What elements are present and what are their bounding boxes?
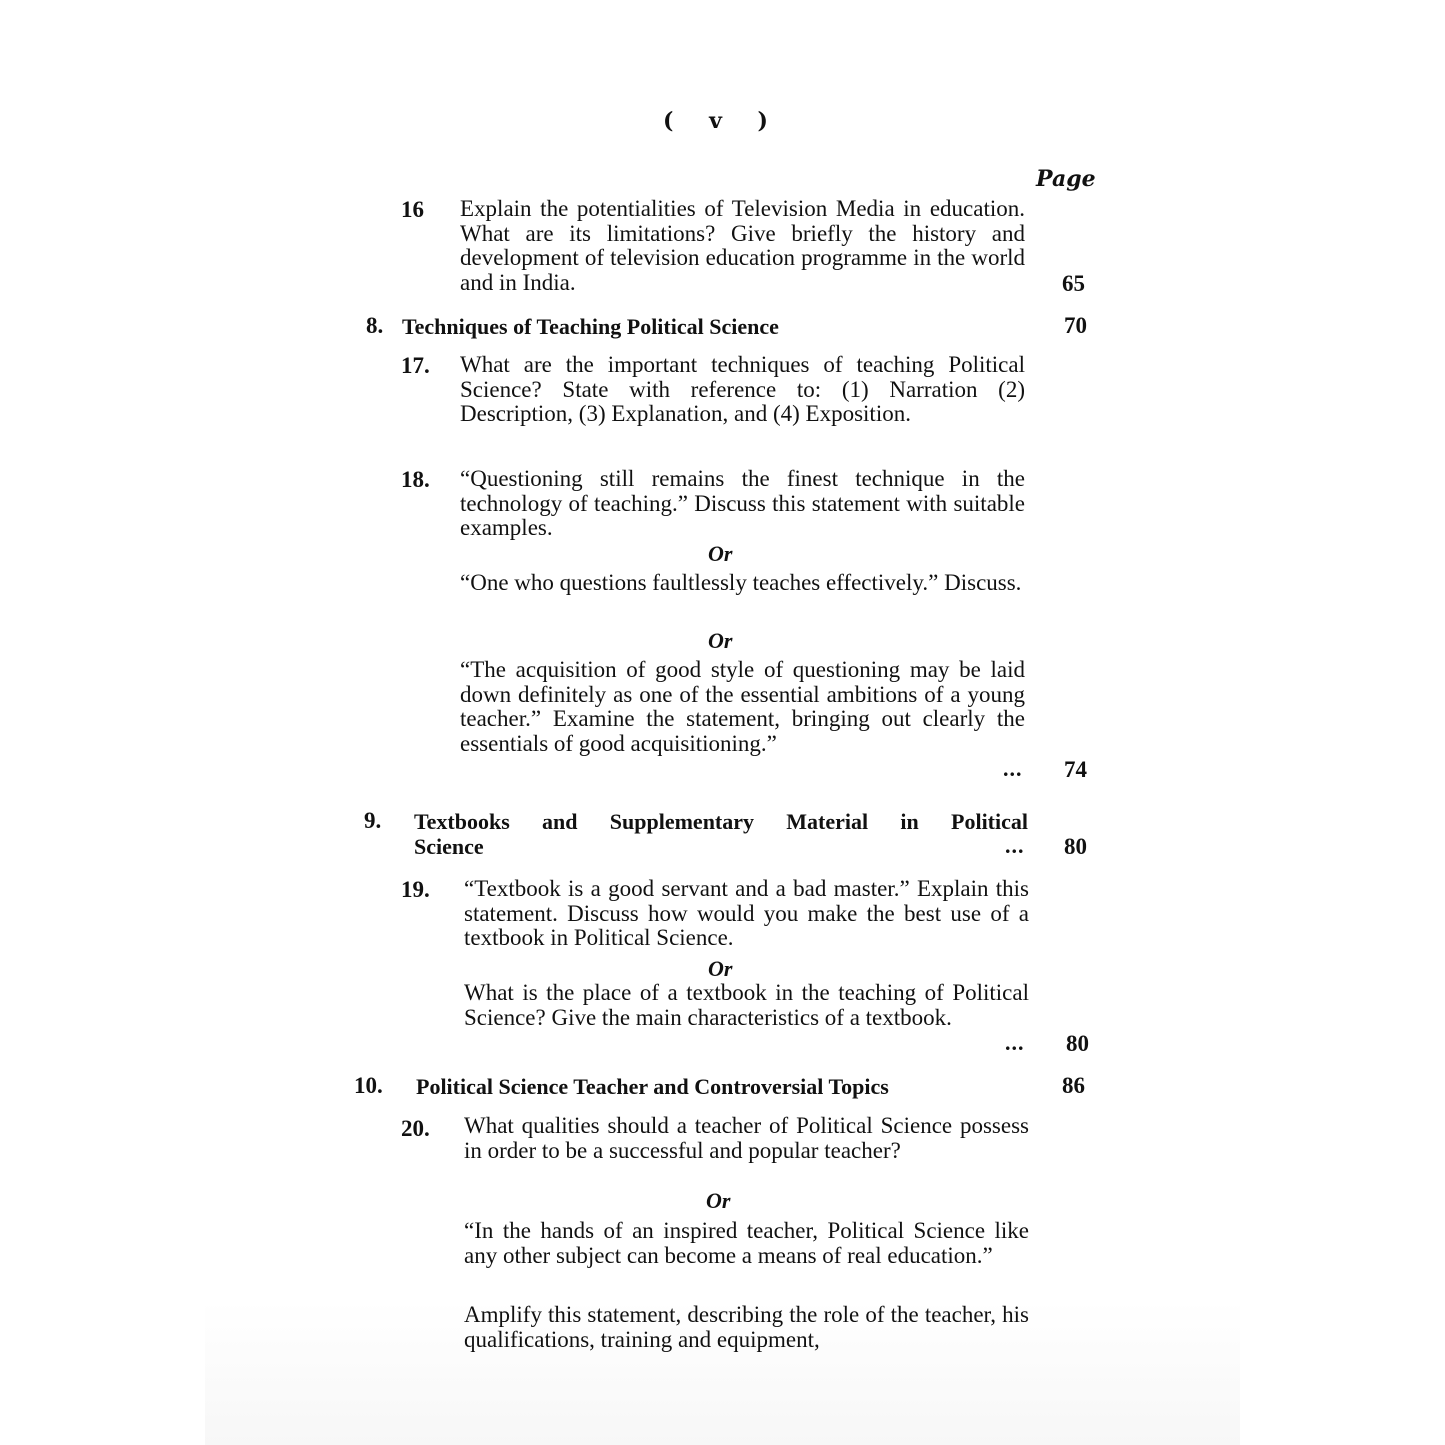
question-text: What are the important techniques of teaching Political Science? State with reference to: (1) Narration (2) Description, (3) Explanation, and (4) Exposition. bbox=[460, 352, 1025, 426]
chapter-number: 8. bbox=[366, 313, 384, 338]
leader-dots: ... bbox=[1005, 833, 1025, 858]
question-text: Amplify this statement, describing the role of the teacher, his qualifications, training and equipment, bbox=[464, 1302, 1029, 1352]
question-text: What qualities should a teacher of Political Science possess in order to be a successful and popular teacher? bbox=[464, 1113, 1029, 1163]
chapter-title: Textbooks and Supplementary Material in Political bbox=[414, 809, 1028, 834]
page-ref: 80 bbox=[1066, 1031, 1089, 1056]
question-number: 18. bbox=[401, 467, 430, 492]
or-separator: Or bbox=[708, 628, 733, 653]
question-text: “The acquisition of good style of questioning may be laid down definitely as one of the essential ambitions of a young teacher.” Examine the statement, bringing out clearly the essentials of good acquisitioning.” bbox=[460, 657, 1025, 756]
question-number: 16 bbox=[401, 197, 424, 222]
question-number: 20. bbox=[401, 1116, 430, 1141]
leader-dots: ... bbox=[1005, 1030, 1025, 1055]
page-ref: 74 bbox=[1064, 757, 1087, 782]
question-text: What is the place of a textbook in the teaching of Political Science? Give the main characteristics of a textbook. bbox=[464, 980, 1029, 1030]
page-ref: 80 bbox=[1064, 834, 1087, 859]
page-number-roman: ( v ) bbox=[663, 108, 782, 134]
page-ref: 86 bbox=[1062, 1073, 1085, 1098]
question-text: “One who questions faultlessly teaches effectively.” Discuss. bbox=[460, 570, 1022, 595]
question-text: “Textbook is a good servant and a bad master.” Explain this statement. Discuss how would you make the best use of a textbook in Political Science. bbox=[464, 876, 1029, 950]
question-number: 17. bbox=[401, 353, 430, 378]
question-text: “Questioning still remains the finest technique in the technology of teaching.” Discuss this statement with suitable examples. bbox=[460, 466, 1025, 540]
or-separator: Or bbox=[706, 1188, 731, 1213]
page-ref: 70 bbox=[1064, 313, 1087, 338]
chapter-number: 9. bbox=[364, 808, 382, 833]
question-number: 19. bbox=[401, 877, 430, 902]
chapter-title: Techniques of Teaching Political Science bbox=[402, 314, 779, 339]
leader-dots: ... bbox=[1003, 756, 1023, 781]
question-text: “In the hands of an inspired teacher, Political Science like any other subject can become a means of real education.” bbox=[464, 1218, 1029, 1268]
question-text: Explain the potentialities of Television Media in education. What are its limitations? Give briefly the history and development of television education programme in the world and in India. bbox=[460, 196, 1025, 295]
chapter-title: Political Science Teacher and Controversial Topics bbox=[416, 1074, 889, 1099]
page-column-label: Page bbox=[1036, 166, 1096, 192]
or-separator: Or bbox=[708, 541, 733, 566]
or-separator: Or bbox=[708, 956, 733, 981]
page-ref: 65 bbox=[1062, 271, 1085, 296]
chapter-title-continued: Science bbox=[414, 834, 484, 859]
chapter-number: 10. bbox=[354, 1073, 383, 1098]
